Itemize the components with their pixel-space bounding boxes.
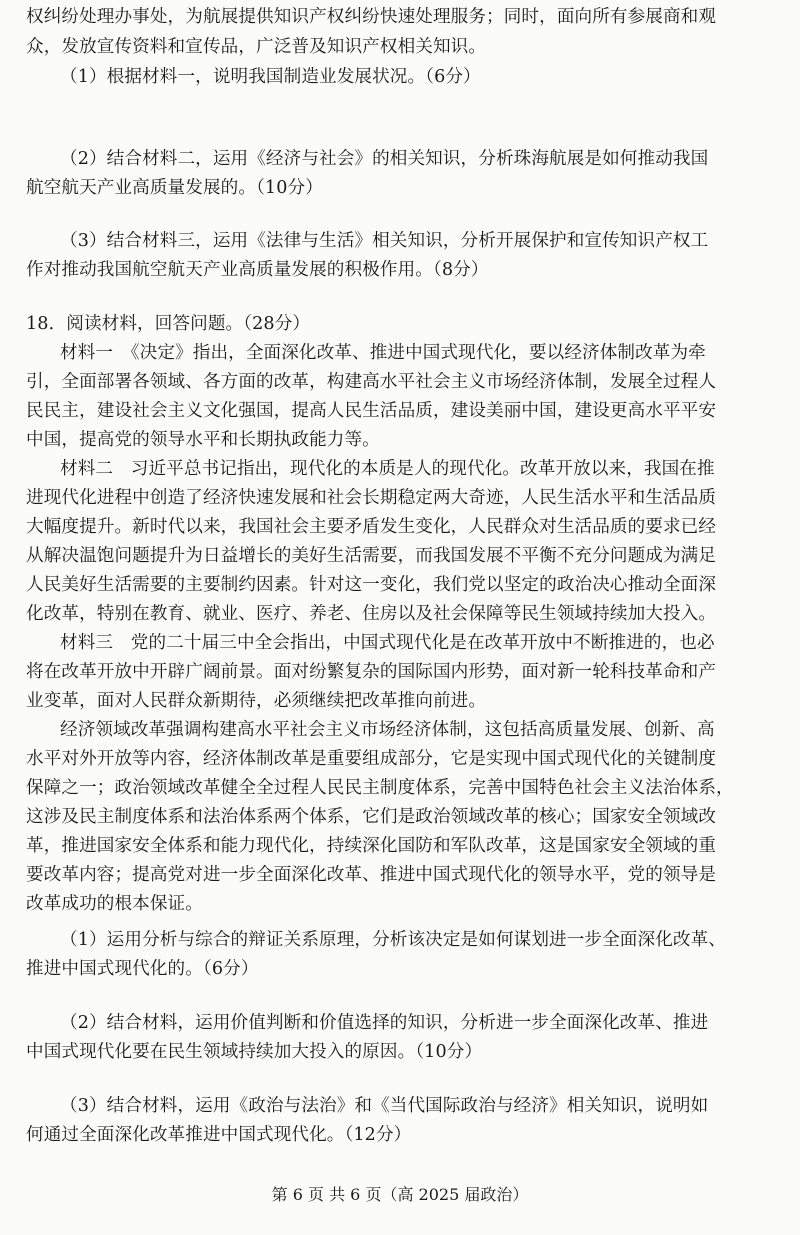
material3-cont-line: 保障之一；政治领域改革健全全过程人民民主制度体系，完善中国特色社会主义法治体系， bbox=[26, 778, 734, 798]
page-footer: 第 6 页 共 6 页（高 2025 届政治） bbox=[271, 1185, 529, 1204]
material2-line: 大幅度提升。新时代以来，我国社会主要矛盾发生变化，人民群众对生活品质的要求已经 bbox=[26, 517, 717, 537]
material2-line: 进现代化进程中创造了经济快速发展和社会长期稳定两大奇迹，人民生活水平和生活品质 bbox=[26, 488, 717, 508]
q18-sub1-line: 推进中国式现代化的。（6分） bbox=[26, 959, 259, 979]
material3-cont-line: 水平对外开放等内容，经济体制改革是重要组成部分，它是实现中国式现代化的关键制度 bbox=[26, 749, 717, 769]
material3-line: 材料三 党的二十届三中全会指出，中国式现代化是在改革开放中不断推进的，也必 bbox=[60, 633, 715, 653]
q18-sub3-line: （3）结合材料，运用《政治与法治》和《当代国际政治与经济》相关知识，说明如 bbox=[60, 1096, 709, 1116]
material3-line: 将在改革开放中开辟广阔前景。面对纷繁复杂的国际国内形势，面对新一轮科技革命和产 bbox=[26, 662, 717, 682]
material1-line: 中国，提高党的领导水平和长期执政能力等。 bbox=[26, 430, 380, 450]
material3-cont-line: 要改革内容；提高党对进一步全面深化改革、推进中国式现代化的领导水平，党的领导是 bbox=[26, 865, 717, 885]
q17-sub2-line: （2）结合材料二，运用《经济与社会》的相关知识，分析珠海航展是如何推动我国 bbox=[60, 149, 709, 169]
q18-sub2-line: （2）结合材料，运用价值判断和价值选择的知识，分析进一步全面深化改革、推进 bbox=[60, 1013, 709, 1033]
material2-line: 材料二 习近平总书记指出，现代化的本质是人的现代化。改革开放以来，我国在推 bbox=[60, 459, 715, 479]
intro-line: 权纠纷处理办事处，为航展提供知识产权纠纷快速处理服务；同时，面向所有参展商和观 bbox=[26, 7, 717, 27]
q17-sub1: （1）根据材料一，说明我国制造业发展状况。（6分） bbox=[60, 67, 481, 87]
material1-line: 引，全面部署各领域、各方面的改革，构建高水平社会主义市场经济体制，发展全过程人 bbox=[26, 372, 717, 392]
material2-line: 人民美好生活需要的主要制约因素。针对这一变化，我们党以坚定的政治决心推动全面深 bbox=[26, 575, 717, 595]
intro-line: 众，发放宣传资料和宣传品，广泛普及知识产权相关知识。 bbox=[26, 37, 487, 57]
q17-sub3-line: 作对推动我国航空航天产业高质量发展的积极作用。（8分） bbox=[26, 260, 489, 280]
material1-line: 材料一 《决定》指出，全面深化改革、推进中国式现代化，要以经济体制改革为牵 bbox=[60, 343, 706, 363]
q18-sub3-line: 何通过全面深化改革推进中国式现代化。（12分） bbox=[26, 1125, 412, 1145]
material3-cont-line: 这涉及民主制度体系和法治体系两个体系，它们是政治领域改革的核心；国家安全领域改 bbox=[26, 807, 717, 827]
material2-line: 从解决温饱问题提升为日益增长的美好生活需要，而我国发展不平衡不充分问题成为满足 bbox=[26, 546, 717, 566]
q18-heading: 18．阅读材料，回答问题。（28分） bbox=[26, 314, 311, 334]
material2-line: 化改革，特别在教育、就业、医疗、养老、住房以及社会保障等民生领域持续加大投入。 bbox=[26, 604, 717, 624]
material1-line: 民民主，建设社会主义文化强国，提高人民生活品质，建设美丽中国，建设更高水平平安 bbox=[26, 401, 717, 421]
q17-sub3-line: （3）结合材料三，运用《法律与生活》相关知识，分析开展保护和宣传知识产权工 bbox=[60, 231, 709, 251]
material3-line: 业变革，面对人民群众新期待，必须继续把改革推向前进。 bbox=[26, 691, 487, 711]
q18-sub1-line: （1）运用分析与综合的辩证关系原理，分析该决定是如何谋划进一步全面深化改革、 bbox=[60, 930, 726, 950]
q18-sub2-line: 中国式现代化要在民生领域持续加大投入的原因。（10分） bbox=[26, 1042, 483, 1062]
q17-sub2-line: 航空航天产业高质量发展的。（10分） bbox=[26, 178, 323, 198]
material3-cont-line: 革，推进国家安全体系和能力现代化，持续深化国防和军队改革，这是国家安全领域的重 bbox=[26, 836, 717, 856]
material3-cont-line: 改革成功的根本保证。 bbox=[26, 894, 203, 914]
material3-cont-line: 经济领域改革强调构建高水平社会主义市场经济体制，这包括高质量发展、创新、高 bbox=[60, 720, 715, 740]
